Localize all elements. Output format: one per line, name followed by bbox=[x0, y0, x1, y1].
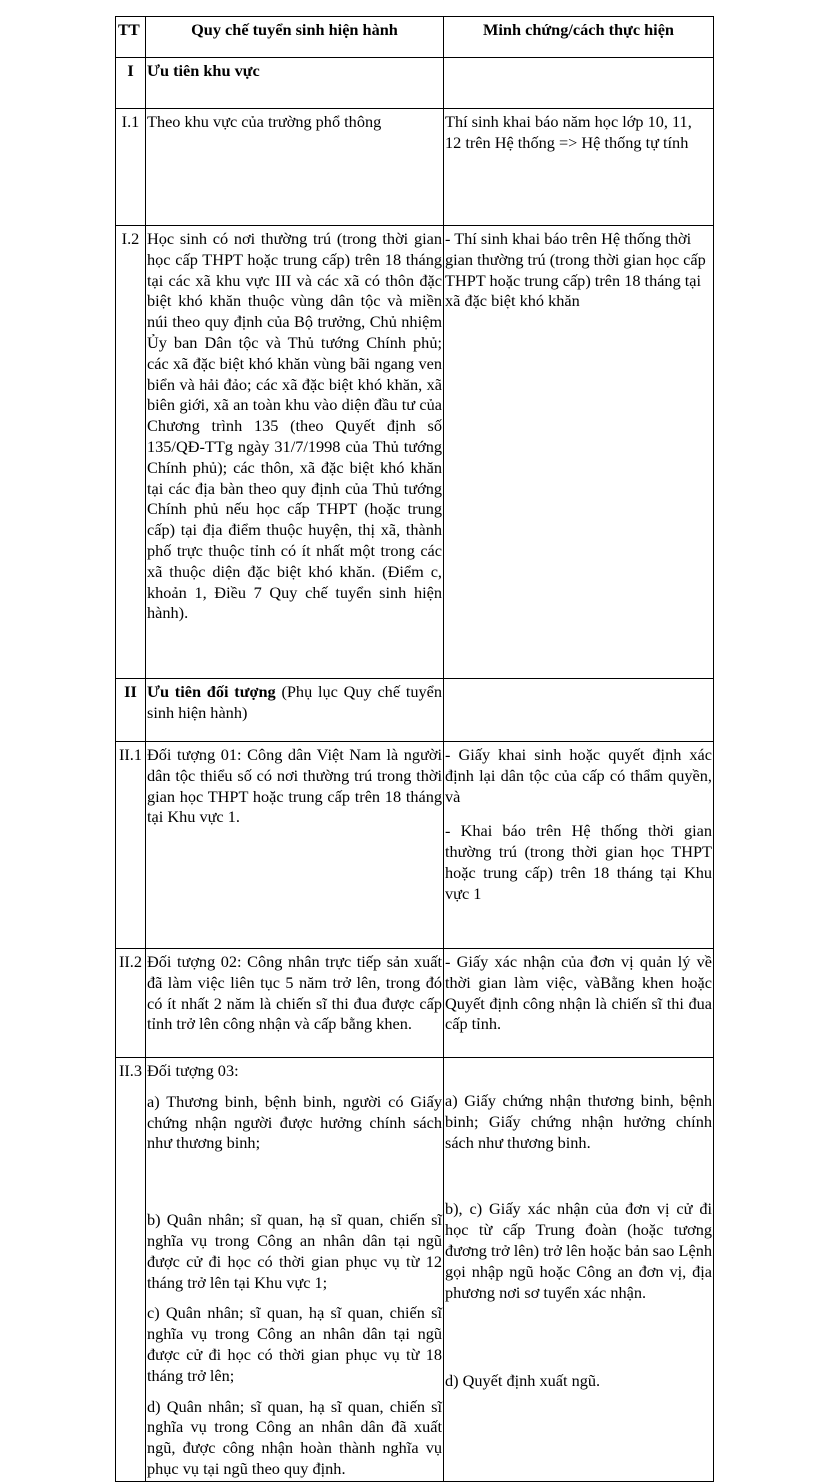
rule-item-a: a) Thương binh, bệnh binh, người có Giấy chứng nhận người được hưởng chính sách như thương binh; bbox=[147, 1091, 442, 1153]
evidence-cell bbox=[444, 1058, 714, 1482]
rule-cell: Đối tượng 02: Công nhân trực tiếp sản xuất đã làm việc liên tục 5 năm trở lên, trong đó có ít nhất 2 năm là chiến sĩ thi đua được cấp tỉnh trở lên công nhận và cấp bằng khen. bbox=[146, 949, 444, 1058]
row-number: I.2 bbox=[116, 226, 146, 679]
section-title-cell bbox=[146, 679, 444, 742]
header-evidence: Minh chứng/cách thực hiện bbox=[444, 17, 714, 58]
row-number: II.3 bbox=[116, 1058, 146, 1482]
rule-cell: Theo khu vực của trường phổ thông bbox=[146, 109, 444, 226]
rule-cell: Đối tượng 01: Công dân Việt Nam là người dân tộc thiểu số có nơi thường trú trong thời gian học THPT hoặc trung cấp trên 18 tháng tại Khu vực 1. bbox=[146, 742, 444, 949]
empty-cell bbox=[444, 58, 714, 109]
evidence-item-bc: b), c) Giấy xác nhận của đơn vị cử đi học từ cấp Trung đoàn (hoặc tương đương trở lên) trở lên hoặc bản sao Lệnh gọi nhập ngũ hoặc Công an đơn vị, địa phương nơi sơ tuyển xác nhận. bbox=[445, 1199, 712, 1302]
section-row-1 bbox=[116, 58, 714, 109]
section-number: I bbox=[116, 58, 146, 109]
row-number: II.2 bbox=[116, 949, 146, 1058]
evidence-paragraph: - Giấy khai sinh hoặc quyết định xác định lại dân tộc của cấp có thẩm quyền, và bbox=[445, 745, 712, 806]
section-row-2 bbox=[116, 679, 714, 742]
evidence-paragraph: - Khai báo trên Hệ thống thời gian thường trú (trong thời gian học THPT hoặc trung cấp) trên 18 tháng tại Khu vực 1 bbox=[445, 821, 712, 903]
rule-title: Đối tượng 03: bbox=[147, 1061, 239, 1080]
table-header-row bbox=[116, 17, 714, 58]
table-row bbox=[116, 949, 714, 1058]
header-tt: TT bbox=[116, 17, 146, 58]
empty-cell bbox=[444, 679, 714, 742]
evidence-item-d: d) Quyết định xuất ngũ. bbox=[445, 1371, 601, 1391]
evidence-cell bbox=[444, 742, 714, 949]
header-regulation: Quy chế tuyển sinh hiện hành bbox=[146, 17, 444, 58]
section-title-note: (Phụ lục Quy chế tuyển sinh hiện hành) bbox=[147, 682, 442, 722]
rule-item-b: b) Quân nhân; sĩ quan, hạ sĩ quan, chiến sĩ nghĩa vụ trong Công an nhân dân tại ngũ được cử đi học có thời gian phục vụ từ 12 tháng trở lên tại Khu vực 1; bbox=[147, 1210, 442, 1292]
row-number: II.1 bbox=[116, 742, 146, 949]
evidence-item-a: a) Giấy chứng nhận thương binh, bệnh binh; Giấy chứng nhận hưởng chính sách như thương binh. bbox=[445, 1091, 712, 1152]
section-title: Ưu tiên đối tượng bbox=[147, 682, 276, 701]
row-number: I.1 bbox=[116, 109, 146, 226]
rule-item-d: d) Quân nhân; sĩ quan, hạ sĩ quan, chiến sĩ nghĩa vụ trong Công an nhân dân đã xuất ngũ, được công nhận hoàn thành nghĩa vụ phục vụ tại ngũ theo quy định. bbox=[147, 1396, 442, 1478]
evidence-cell: - Thí sinh khai báo trên Hệ thống thời gian thường trú (trong thời gian học cấp THPT hoặc trung cấp) trên 18 tháng tại xã đặc biệt khó khăn bbox=[444, 226, 714, 679]
section-number: II bbox=[116, 679, 146, 742]
rule-item-c: c) Quân nhân; sĩ quan, hạ sĩ quan, chiến sĩ nghĩa vụ trong Công an nhân dân tại ngũ được cử đi học có thời gian phục vụ từ 18 tháng trở lên; bbox=[147, 1303, 442, 1385]
rule-cell bbox=[146, 1058, 444, 1482]
admission-priority-document bbox=[115, 16, 713, 1482]
table-row bbox=[116, 1058, 714, 1482]
evidence-cell: - Giấy xác nhận của đơn vị quản lý về thời gian làm việc, vàBằng khen hoặc Quyết định công nhận là chiến sĩ thi đua cấp tỉnh. bbox=[444, 949, 714, 1058]
table-row bbox=[116, 109, 714, 226]
section-title: Ưu tiên khu vực bbox=[146, 58, 444, 109]
rule-cell: Học sinh có nơi thường trú (trong thời gian học cấp THPT hoặc trung cấp) trên 18 tháng tại các xã khu vực III và các xã có thôn đặc biệt khó khăn thuộc vùng dân tộc và miền núi theo quy định của Bộ trưởng, Chủ nhiệm Ủy ban Dân tộc và Thủ tướng Chính phủ; các xã đặc biệt khó khăn vùng bãi ngang ven biển và hải đảo; các xã đặc biệt khó khăn, xã biên giới, xã an toàn khu vào diện đầu tư của Chương trình 135 (theo Quyết định số 135/QĐ-TTg ngày 31/7/1998 của Thủ tướng Chính phủ); các thôn, xã đặc biệt khó khăn tại các địa bàn theo quy định của Thủ tướng Chính phủ nếu học cấp THPT (hoặc trung cấp) tại địa điểm thuộc huyện, thị xã, thành phố trực thuộc tỉnh có ít nhất một trong các xã thuộc diện đặc biệt khó khăn. (Điểm c, khoản 1, Điều 7 Quy chế tuyển sinh hiện hành). bbox=[146, 226, 444, 679]
priority-table bbox=[115, 16, 714, 1482]
table-row bbox=[116, 742, 714, 949]
evidence-cell: Thí sinh khai báo năm học lớp 10, 11, 12 trên Hệ thống => Hệ thống tự tính bbox=[444, 109, 714, 226]
table-row bbox=[116, 226, 714, 679]
